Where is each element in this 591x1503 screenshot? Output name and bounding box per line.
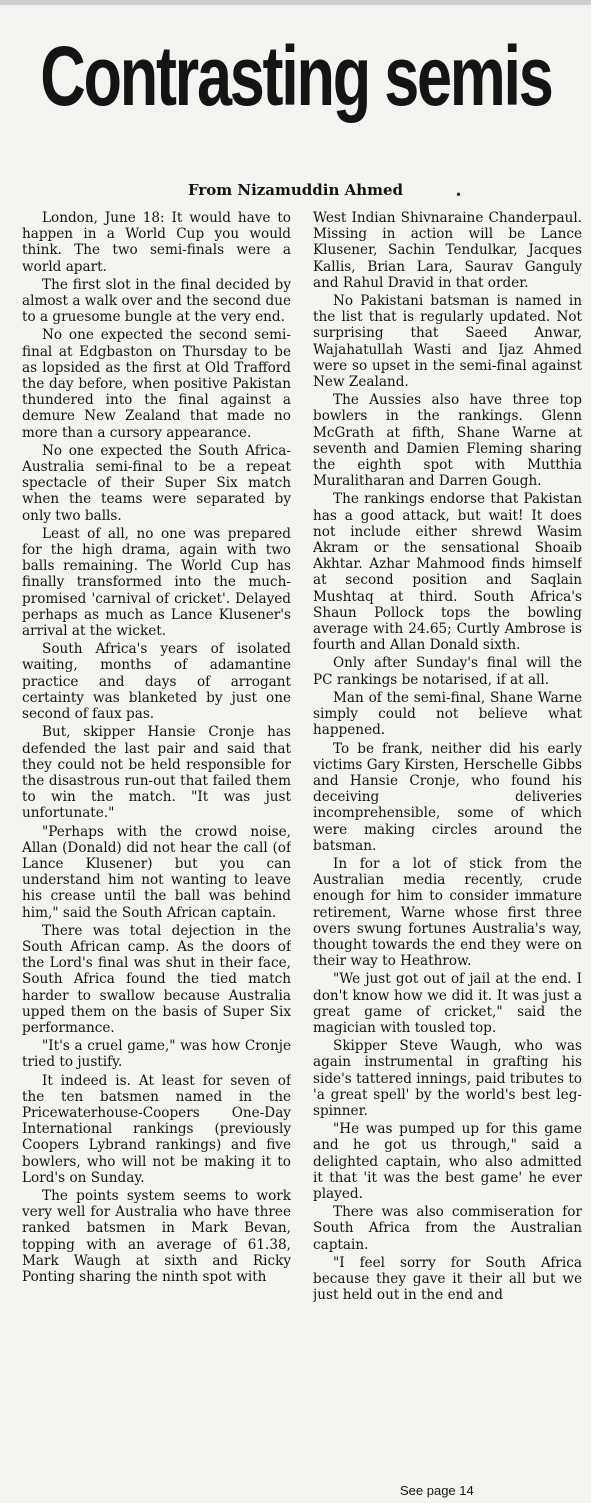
paragraph: There was also commiseration for South Africa from the Australian captain. — [313, 1204, 582, 1253]
headline — [0, 11, 591, 141]
paragraph: South Africa's years of isolated waiting, months of adamantine practice and days of arrogant certainty was blanketed by just one second of faux pas. — [22, 641, 291, 723]
paragraph: No one expected the second semi-final at Edgbaston on Thursday to be as lopsided as the first at Old Trafford the day before, when positive Pakistan thundered into the final against a demure New Zealand that made no more than a cursory appearance. — [22, 327, 291, 441]
paragraph: West Indian Shivnaraine Chanderpaul. Missing in action will be Lance Klusener, Sachin Tendulkar, Jacques Kallis, Brian Lara, Saurav Ganguly and Rahul Dravid in that order. — [313, 210, 582, 291]
byline: From Nizamuddin Ahmed — [187, 181, 404, 199]
paragraph: "Perhaps with the crowd noise, Allan (Donald) did not hear the call (of Lance Klusener) but you can understand him not wanting to leave his crease until the ball was behind him," said the South African captain. — [22, 823, 291, 921]
paragraph: The rankings endorse that Pakistan has a good attack, but wait! It does not include either shrewd Wasim Akram or the sensational Shoaib Akhtar. Azhar Mahmood finds himself at second position and Saqlain Mushtaq at third. South Africa's Shaun Pollock tops the bowling average with 24.65; Curtly Ambrose is fourth and Allan Donald sixth. — [313, 491, 582, 654]
column-left — [22, 210, 291, 1485]
paragraph: Skipper Steve Waugh, who was again instrumental in grafting his side's tattered innings, paid tributes to 'a great spell' by the world's best leg-spinner. — [313, 1038, 582, 1119]
paragraph: To be frank, neither did his early victims Gary Kirsten, Herschelle Gibbs and Hansie Cronje, who found his deceiving deliveries incomprehensible, some of which were making circles around the batsman. — [313, 740, 582, 854]
column-right — [313, 210, 582, 1485]
paragraph: Least of all, no one was prepared for the high drama, again with two balls remaining. The World Cup has finally transformed into the much-promised 'carnival of cricket'. Delayed perhaps as much as Lance Klusener's arrival at the wicket. — [22, 525, 291, 640]
paragraph: "He was pumped up for this game and he got us through," said a delighted captain, who also admitted it that 'it was the best game' he ever played. — [313, 1121, 582, 1202]
paragraph: It indeed is. At least for seven of the ten batsmen named in the Pricewaterhouse-Coopers One-Day International rankings (previously Coopers Lybrand rankings) and five bowlers, who will not be making it to Lord's on Sunday. — [22, 1072, 291, 1186]
paragraph: In for a lot of stick from the Australian media recently, crude enough for him to consider immature retirement, Warne whose first three overs swung fortunes Australia's way, thought towards the end they were on their way to Heathrow. — [313, 855, 582, 970]
paragraph: "It's a cruel game," was how Cronje tried to justify. — [22, 1038, 291, 1071]
paragraph: There was total dejection in the South African camp. As the doors of the Lord's final was shut in their face, South Africa found the tied match harder to swallow because Australia upped them on the basis of Super Six performance. — [22, 922, 291, 1036]
continuation-reference: See page 14 — [400, 1483, 474, 1498]
paragraph: Only after Sunday's final will the PC rankings be notarised, if at all. — [313, 655, 582, 688]
paragraph: The first slot in the final decided by almost a walk over and the second due to a gruesome bungle at the very end. — [22, 276, 291, 326]
paragraph: London, June 18: It would have to happen in a World Cup you would think. The two semi-finals were a world apart. — [22, 210, 291, 275]
paragraph: "We just got out of jail at the end. I don't know how we did it. It was just a great game of cricket," said the magician with tousled top. — [313, 971, 582, 1036]
headline-text: Contrasting semis — [39, 29, 552, 123]
paragraph: No one expected the South Africa-Australia semi-final to be a repeat spectacle of their Super Six match when the teams were separated by only two balls. — [22, 442, 291, 524]
paragraph: Man of the semi-final, Shane Warne simply could not believe what happened. — [313, 689, 582, 739]
paragraph: The Aussies also have three top bowlers in the rankings. Glenn McGrath at fifth, Shane Warne at seventh and Damien Fleming sharing the eighth spot with Mutthia Muralitharan and Darren Gough. — [313, 392, 582, 490]
article-body — [22, 210, 582, 1485]
paragraph: No Pakistani batsman is named in the list that is regularly updated. Not surprising that Saeed Anwar, Wajahatullah Wasti and Ijaz Ahmed were so upset in the semi-final against New Zealand. — [313, 293, 582, 391]
paragraph: But, skipper Hansie Cronje has defended the last pair and said that they could not be held responsible for the disastrous run-out that failed them to win the match. "It was just unfortunate." — [22, 724, 291, 822]
paragraph: The points system seems to work very well for Australia who have three ranked batsmen in Mark Bevan, topping with an average of 61.38, Mark Waugh at sixth and Ricky Ponting sharing the ninth spot with — [22, 1187, 291, 1285]
print-speck: • — [455, 188, 463, 202]
paragraph: "I feel sorry for South Africa because they gave it their all but we just held out in the end and — [313, 1254, 582, 1304]
